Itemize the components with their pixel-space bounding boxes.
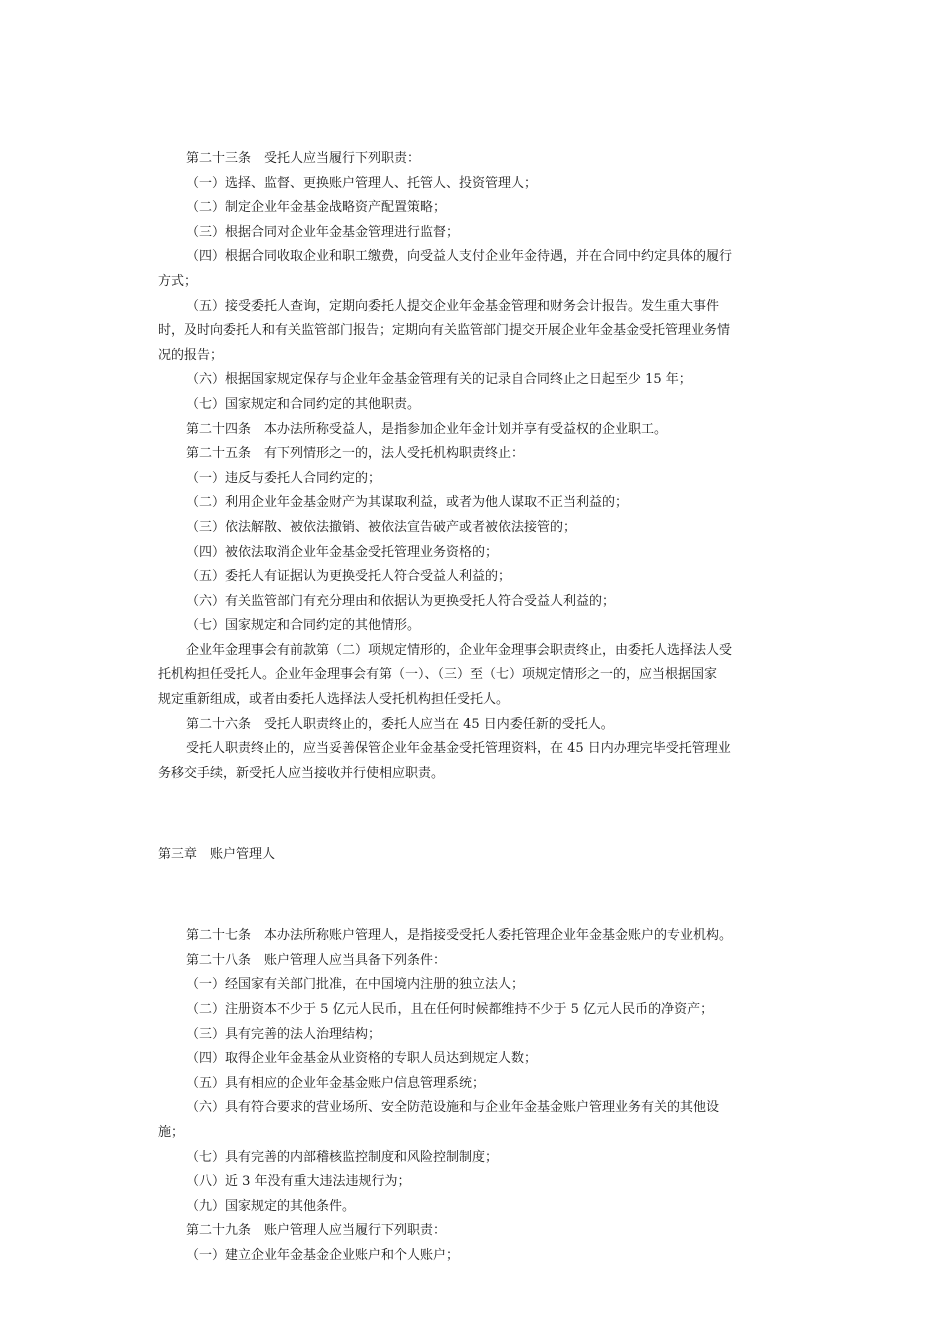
paragraph-line: 务移交手续，新受托人应当接收并行使相应职责。 (158, 765, 445, 781)
list-item-line: （六）有关监管部门有充分理由和依据认为更换受托人符合受益人利益的； (186, 593, 616, 609)
list-item-line: （二）制定企业年金基金战略资产配置策略； (186, 200, 447, 216)
list-item-line: （四）根据合同收取企业和职工缴费，向受益人支付企业年金待遇，并在合同中约定具体的履行 (186, 249, 733, 265)
list-item-line: （五）具有相应的企业年金基金账户信息管理系统； (186, 1075, 486, 1091)
list-item-line: （九）国家规定的其他条件。 (186, 1198, 356, 1214)
paragraph-line: 企业年金理事会有前款第（二）项规定情形的，企业年金理事会职责终止，由委托人选择法人受 (186, 642, 733, 658)
paragraph-line: 时，及时向委托人和有关监管部门报告；定期向有关监管部门提交开展企业年金基金受托管理业务情 (158, 323, 731, 339)
list-item-line: （一）违反与委托人合同约定的； (186, 470, 382, 486)
paragraph-line: 第二十五条 有下列情形之一的，法人受托机构职责终止： (186, 446, 525, 462)
list-item-line: （一）经国家有关部门批准，在中国境内注册的独立法人； (186, 977, 525, 993)
paragraph-line: 第二十四条 本办法所称受益人，是指参加企业年金计划并享有受益权的企业职工。 (186, 421, 668, 437)
blank-line (158, 802, 798, 827)
list-item-line: （五）委托人有证据认为更换受托人符合受益人利益的； (186, 569, 512, 585)
paragraph-line: 第二十九条 账户管理人应当履行下列职责： (186, 1223, 447, 1239)
list-item-line: （五）接受委托人查询，定期向委托人提交企业年金基金管理和财务会计报告。发生重大事件 (186, 298, 720, 314)
list-item-line: （六）根据国家规定保存与企业年金基金管理有关的记录自合同终止之日起至少 15 年； (186, 372, 692, 388)
paragraph-line: 受托人职责终止的，应当妥善保管企业年金基金受托管理资料，在 45 日内办理完毕受托管理业 (186, 741, 731, 757)
list-item-line: （六）具有符合要求的营业场所、安全防范设施和与企业年金基金账户管理业务有关的其他设 (186, 1100, 720, 1116)
list-item-line: （三）依法解散、被依法撤销、被依法宣告破产或者被依法接管的； (186, 519, 577, 535)
list-item-line: （三）具有完善的法人治理结构； (186, 1026, 382, 1042)
paragraph-line: 第二十六条 受托人职责终止的，委托人应当在 45 日内委任新的受托人。 (186, 716, 614, 732)
blank-line (158, 884, 798, 909)
document-body (158, 147, 798, 1269)
paragraph-line: 第二十三条 受托人应当履行下列职责： (186, 151, 421, 166)
list-item-line: （三）根据合同对企业年金基金管理进行监督； (186, 224, 460, 240)
paragraph-line: 况的报告； (158, 347, 224, 363)
paragraph-line: 方式； (158, 273, 198, 289)
paragraph-line: 规定重新组成，或者由委托人选择法人受托机构担任受托人。 (158, 692, 510, 708)
paragraph-line: 施； (158, 1124, 185, 1140)
list-item-line: （四）取得企业年金基金从业资格的专职人员达到规定人数； (186, 1051, 538, 1067)
list-item-line: （四）被依法取消企业年金基金受托管理业务资格的； (186, 544, 499, 560)
paragraph-line: 第二十八条 账户管理人应当具备下列条件： (186, 952, 447, 968)
list-item-line: （七）国家规定和合同约定的其他职责。 (186, 396, 421, 412)
paragraph-line: 托机构担任受托人。企业年金理事会有第（一）、（三）至（七）项规定情形之一的，应当根据国家 (158, 667, 718, 683)
chapter-heading: 第三章 账户管理人 (158, 847, 276, 863)
list-item-line: （七）国家规定和合同约定的其他情形。 (186, 618, 421, 634)
list-item-line: （一）选择、监督、更换账户管理人、托管人、投资管理人； (186, 175, 538, 191)
list-item-line: （八）近 3 年没有重大违法违规行为； (186, 1174, 411, 1190)
list-item-line: （七）具有完善的内部稽核监控制度和风险控制制度； (186, 1149, 499, 1165)
list-item-line: （一）建立企业年金基金企业账户和个人账户； (186, 1247, 460, 1263)
list-item-line: （二）注册资本不少于 5 亿元人民币，且在任何时候都维持不少于 5 亿元人民币的净资产； (186, 1002, 714, 1017)
list-item-line: （二）利用企业年金基金财产为其谋取利益，或者为他人谋取不正当利益的； (186, 495, 629, 511)
paragraph-line: 第二十七条 本办法所称账户管理人，是指接受受托人委托管理企业年金基金账户的专业机构。 (186, 928, 733, 944)
